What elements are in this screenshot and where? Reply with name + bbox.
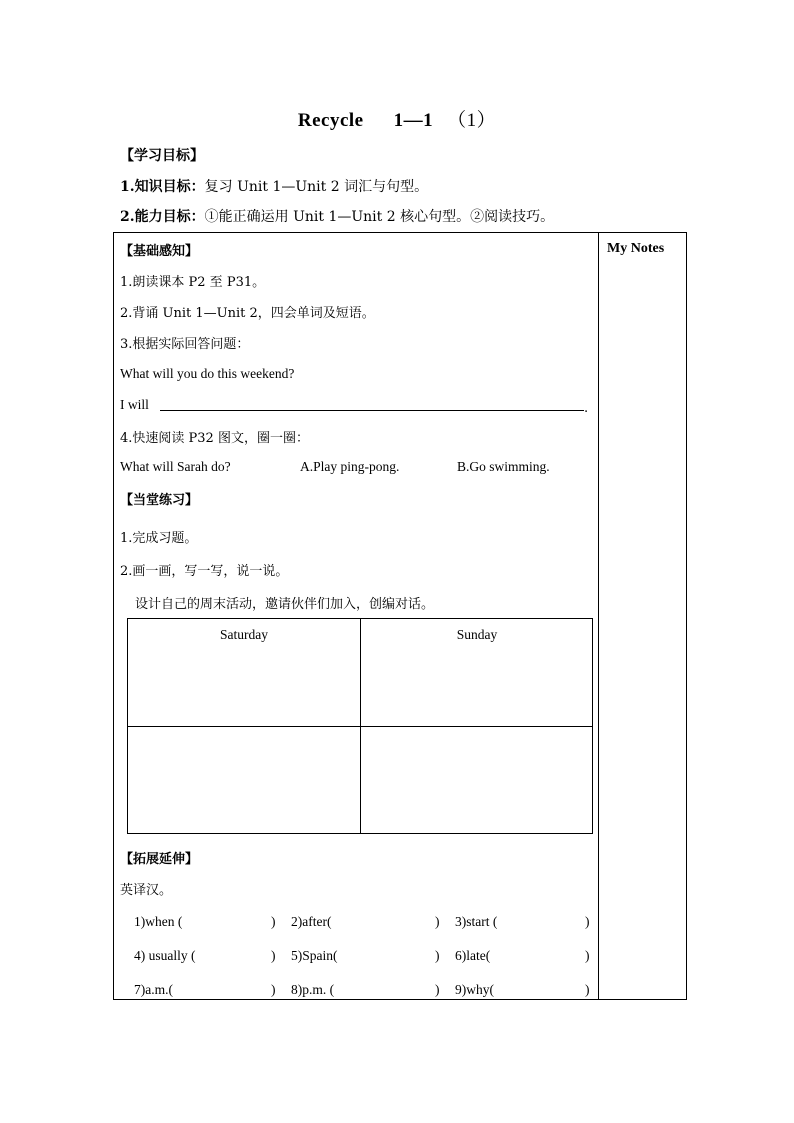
vocab-close: ) xyxy=(585,982,590,997)
basics-item-4: 4.快速阅读 P32 图文，圈一圈： xyxy=(120,431,309,446)
basics-item-3: 3.根据实际回答问题： xyxy=(120,337,250,352)
objective-ability xyxy=(120,206,554,226)
extension-heading: 【拓展延伸】 xyxy=(120,852,199,867)
reading-question: What will Sarah do? xyxy=(120,459,231,474)
vocab-close: ) xyxy=(435,982,440,997)
title-recycle: Recycle xyxy=(297,110,364,131)
practice-item-2: 2.画一画，写一写，说一说。 xyxy=(120,564,289,579)
weekend-plan-grid xyxy=(127,618,593,834)
basics-question: What will you do this weekend? xyxy=(120,366,295,381)
vocab-item: 8)p.m. ( xyxy=(291,982,335,997)
practice-instruction: 设计自己的周末活动，邀请伙伴们加入，创编对话。 xyxy=(135,597,435,612)
my-notes-heading: My Notes xyxy=(607,241,665,256)
vocab-item: 1)when ( xyxy=(134,914,183,929)
vocab-close: ) xyxy=(271,982,276,997)
vocab-close: ) xyxy=(271,948,276,963)
basics-item-2: 2.背诵 Unit 1—Unit 2，四会单词及短语。 xyxy=(120,306,375,321)
practice-heading: 【当堂练习】 xyxy=(120,493,199,508)
saturday-label: Saturday xyxy=(220,627,268,642)
basics-heading: 【基础感知】 xyxy=(120,244,199,259)
vocab-close: ) xyxy=(271,914,276,929)
practice-item-1: 1.完成习题。 xyxy=(120,531,198,546)
vocab-item: 6)late( xyxy=(455,948,491,963)
objective-knowledge-text: 复习 Unit 1—Unit 2 词汇与句型。 xyxy=(204,179,429,195)
answer-prefix: I will xyxy=(120,397,149,412)
vocab-close: ) xyxy=(585,948,590,963)
vocab-item: 3)start ( xyxy=(455,914,498,929)
vocab-item: 5)Spain( xyxy=(291,948,338,963)
vocab-item: 4) usually ( xyxy=(134,948,196,963)
objectives-heading: 【学习目标】 xyxy=(120,148,204,164)
objective-ability-label: 2.能力目标： xyxy=(120,209,205,225)
objective-knowledge-label: 1.知识目标： xyxy=(120,179,205,195)
vocab-close: ) xyxy=(585,914,590,929)
title-lesson: （1） xyxy=(447,110,497,131)
notes-divider xyxy=(598,233,599,999)
option-a[interactable]: A.Play ping-pong. xyxy=(300,459,400,474)
vocab-item: 7)a.m.( xyxy=(134,982,173,997)
page-title xyxy=(0,105,794,132)
worksheet-table xyxy=(113,232,687,1000)
vocab-close: ) xyxy=(435,948,440,963)
objective-ability-text: ①能正确运用 Unit 1—Unit 2 核心句型。②阅读技巧。 xyxy=(204,209,555,225)
answer-end: . xyxy=(584,401,589,416)
extension-instruction: 英译汉。 xyxy=(120,883,173,898)
basics-item-1: 1.朗读课本 P2 至 P31。 xyxy=(120,275,266,290)
objective-knowledge xyxy=(120,176,428,196)
vocab-item: 2)after( xyxy=(291,914,332,929)
grid-horizontal-line xyxy=(128,726,592,727)
option-b[interactable]: B.Go swimming. xyxy=(457,459,550,474)
vocab-close: ) xyxy=(435,914,440,929)
vocab-item: 9)why( xyxy=(455,982,494,997)
title-unit: 1—1 xyxy=(393,110,434,131)
sunday-label: Sunday xyxy=(456,627,498,642)
answer-blank-line[interactable] xyxy=(160,410,584,411)
